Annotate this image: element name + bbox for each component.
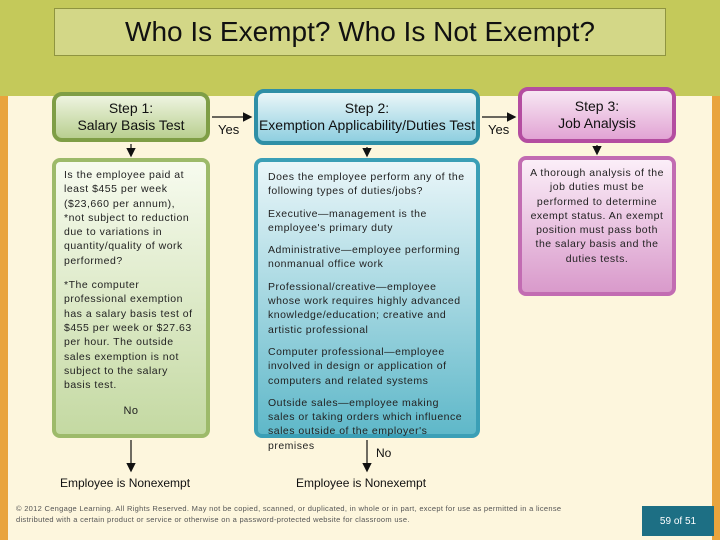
- step3-header: [518, 87, 676, 143]
- step1-header: [52, 92, 210, 142]
- yes-label-1: Yes: [218, 122, 240, 137]
- step3-panel: [518, 156, 676, 296]
- step2-panel: [254, 158, 480, 452]
- step3-label: Step 3: Job Analysis: [558, 97, 636, 131]
- slide-title: Who Is Exempt? Who Is Not Exempt?: [54, 8, 666, 56]
- duty-item-executive: Executive—management is the employee's primary duty: [268, 207, 427, 234]
- duty-item-administrative: Administrative—employee performing nonmanual office work: [268, 244, 461, 271]
- duty-item-professional: Professional/creative—employee whose work requires highly advanced knowledge/education; creative and artistic professional: [268, 280, 461, 336]
- job-analysis-text: A thorough analysis of the job duties must be performed to determine exempt status. An exempt position must pass both the salary basis and the duties tests.: [530, 167, 664, 265]
- duty-item-outside-sales: Outside sales—employee making sales or taking orders which influence sales outside of the employer's premises: [268, 396, 463, 452]
- step1-panel: [52, 158, 210, 438]
- step2-header: [254, 89, 480, 145]
- yes-label-2: Yes: [488, 122, 510, 137]
- outcome-left-nonexempt: Employee is Nonexempt: [60, 476, 191, 490]
- duties-question: Does the employee perform any of the following types of duties/jobs?: [268, 171, 465, 198]
- salary-question: Is the employee paid at least $455 per week ($23,660 per annum), *not subject to reduction due to variations in quantity/quality of work performed?: [64, 169, 190, 267]
- copyright-notice: © 2012 Cengage Learning. All Rights Reserved. May not be copied, scanned, or duplicated, in whole or in part, except for use as permitted in a license distributed with a certain product or service or otherwise on a password-protected website for classroom use.: [16, 504, 562, 524]
- salary-footnote: *The computer professional exemption has a salary basis test of $455 per week or $27.63 per hour. The outside sales exemption is not subject to the salary basis test.: [64, 279, 193, 392]
- step2-label: Step 2: Exemption Applicability/Duties Test: [258, 99, 476, 133]
- duty-item-computer: Computer professional—employee involved in design or application of computers and related systems: [268, 345, 447, 387]
- no-label-2: No: [376, 446, 392, 460]
- step1-no-label: No: [123, 405, 139, 418]
- step1-label: Step 1: Salary Basis Test: [77, 99, 185, 133]
- outcome-center-nonexempt: Employee is Nonexempt: [296, 476, 427, 490]
- page-number: 59 of 51: [642, 506, 714, 536]
